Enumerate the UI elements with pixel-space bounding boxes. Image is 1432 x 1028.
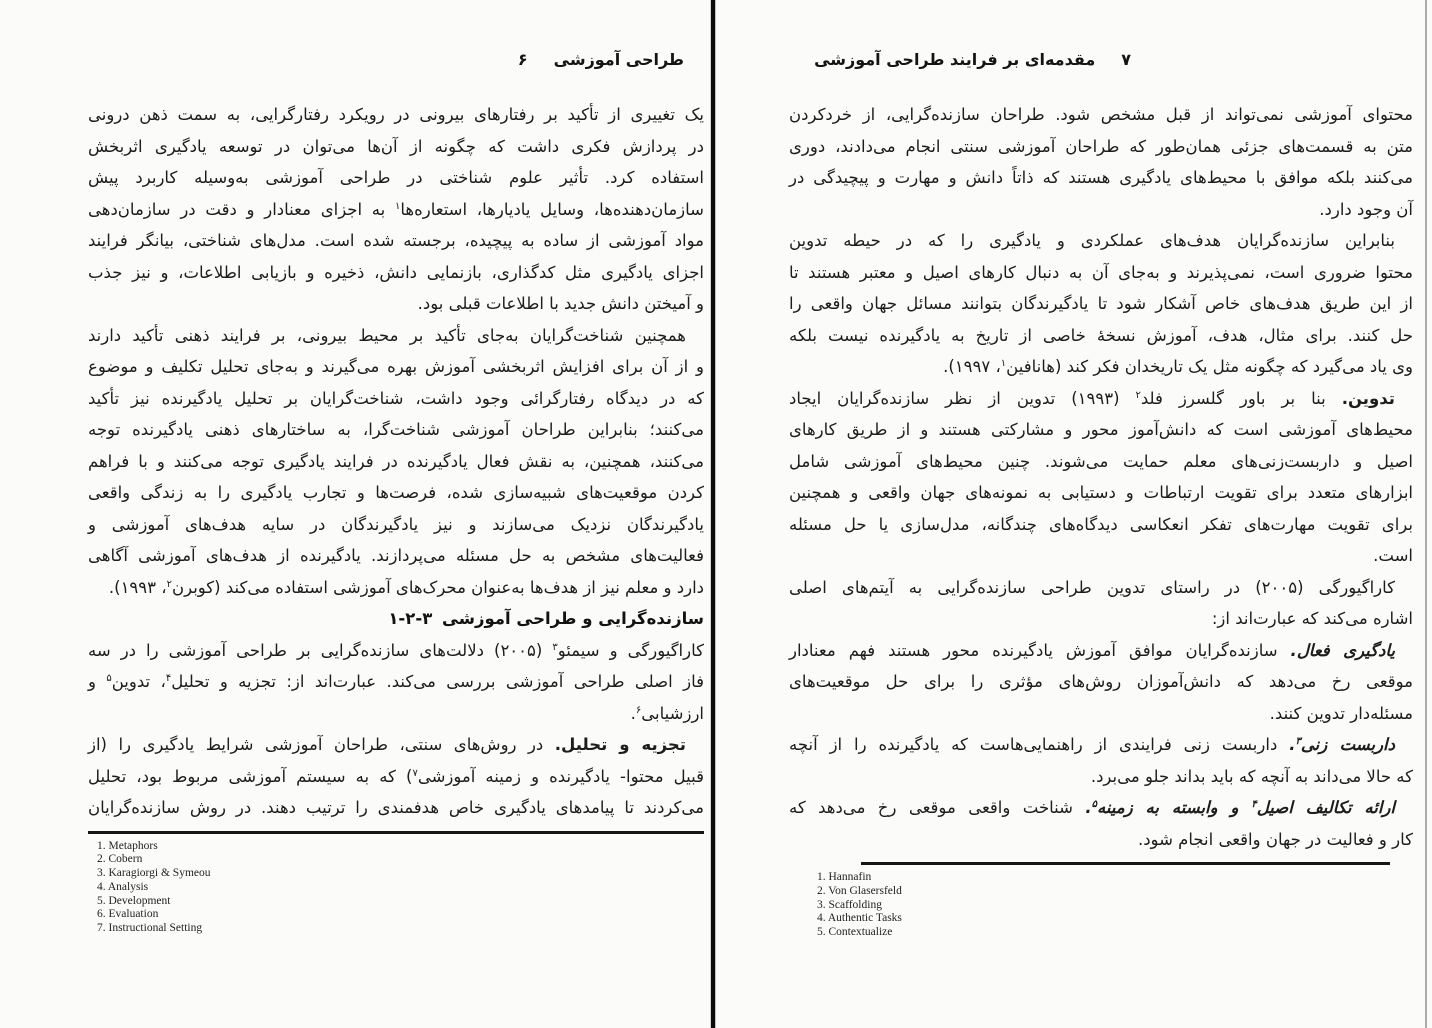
right-page-footnotes — [789, 871, 1413, 940]
text-line: سازمان‌دهنده‌ها، وسایل یادیارها، استعاره‌ها$^۱$ به اجزای معنادار و دقت در سازمان‌دهی — [88, 199, 704, 219]
text-line: محتوا ضروری است، نمی‌پذیرند و به‌جای آن به دنبال کارهای اصیل و معتبر هستند تا — [789, 262, 1413, 282]
paragraph-lead: داربست زنی$^۳$. — [1289, 735, 1395, 754]
text-line: حل کنند. برای مثال، هدف، آموزش نسخۀ خاصی از تاریخ به یادگیرنده نیست بلکه — [789, 325, 1413, 345]
footnote-marker: ۲ — [166, 578, 172, 590]
paragraph — [789, 635, 1413, 730]
footnote-marker: ۶ — [635, 704, 642, 716]
footnote-item: 3. Karagiorgi & Symeou — [97, 867, 211, 880]
footnote-item: 6. Evaluation — [97, 908, 159, 921]
text-line: است. — [1373, 546, 1413, 565]
text-line: مواد آموزشی از ساده به پیچیده، برجسته شده است. مدل‌های شناختی، بیانگر فرایند — [88, 231, 704, 250]
paragraph — [88, 729, 704, 824]
footnote-marker: ۴ — [165, 673, 172, 684]
scan-right-edge — [1425, 0, 1427, 1028]
text-line: می‌کنند بلکه موافق با محیط‌های یادگیری هستند که ذاتاً دانش و مهارت و پیچیدگی در — [789, 168, 1413, 187]
text-line: یک تغییری از تأکید بر رفتارهای بیرونی در رویکرد رفتارگرایی، به سمت ذهن درونی — [88, 105, 704, 124]
text-line: و آمیختن دانش جدید با اطلاعات قبلی بود. — [417, 294, 704, 313]
footnote-item: 5. Contextualize — [817, 926, 893, 939]
paragraph — [88, 635, 704, 730]
text-line: متن به قسمت‌های جزئی همان‌طور که طراحان آموزشی سنتی انجام می‌دادند، دوری — [789, 136, 1413, 156]
text-line: اصیل و داربست‌زنی‌های معلم حمایت می‌شوند. چنین محیط‌های آموزشی شامل — [789, 451, 1413, 471]
text-line: دارد و معلم نیز از هدف‌ها به‌عنوان محرک‌های آموزشی استفاده می‌کند (کوبرن$^۲$، ۱۹۹۳). — [108, 577, 704, 597]
page-spine-divider — [711, 0, 715, 1028]
footnote-marker: ۵ — [1091, 799, 1098, 810]
text-line: که حالا می‌داند به آنچه که باید بداند جلو می‌برد. — [1090, 766, 1413, 786]
text-line: یادگیری فعال. سازنده‌گرایان موافق آموزش یادگیرنده محور هستند فهم معنادار — [789, 640, 1395, 660]
text-line: ارزشیابی$^۶$. — [630, 703, 704, 723]
text-line: تدوین. بنا بر باور گلسرز فلد$^۲$ (۱۹۹۳) تدوین از نظر سازنده‌گرایان ایجاد — [789, 388, 1395, 408]
paragraph — [789, 572, 1413, 635]
section-heading-number: ۳-۲-۱ — [388, 609, 433, 628]
text-line: اجزای یادگیری مثل کدگذاری، بازنمایی دانش، ذخیره و بازیابی اطلاعات، و نیز جذب — [88, 262, 704, 282]
paragraph — [88, 99, 704, 320]
footnote-item: 7. Instructional Setting — [97, 922, 203, 935]
footnote-marker: ۱ — [1000, 358, 1007, 369]
text-line: کاراگیورگی (۲۰۰۵) در راستای تدوین طراحی سازنده‌گرایی به آیتم‌های اصلی — [789, 577, 1395, 597]
right-running-title: مقدمه‌ای بر فرایند طراحی آموزشی — [814, 50, 1096, 69]
paragraph-lead: یادگیری فعال. — [1290, 640, 1395, 660]
paragraph-lead: تجزیه و تحلیل. — [554, 735, 686, 754]
text-line: وی یاد می‌گیرد که چگونه مثل یک تاریخدان فکر کند (هانافین$^۱$، ۱۹۹۷). — [943, 357, 1413, 376]
footnote-item: 2. Cobern — [97, 853, 143, 866]
footnote-marker: ۱ — [394, 200, 401, 212]
text-line: موقعی رخ می‌دهد که دانش‌آموزان روش‌های مؤثری را برای حل موقعیت‌های — [789, 672, 1413, 691]
paragraph — [789, 729, 1413, 792]
left-footnote-separator — [88, 831, 704, 834]
text-line: قبیل محتوا- یادگیرنده و زمینه آموزشی$^۷$) که به سیستم آموزشی مربوط بود، تحلیل — [88, 766, 704, 786]
text-line: یادگیرندگان نزدیک می‌سازند و نیز یادگیرندگان در سایه هدف‌های آموزشی و — [88, 514, 704, 534]
text-line: برای تقویت مهارت‌های تفکر انعکاسی دیدگاه‌های چندگانه، مدل‌سازی یا حل مسئله — [789, 514, 1413, 534]
right-page-body — [789, 99, 1413, 855]
footnote-item: 4. Analysis — [97, 880, 149, 893]
paragraph — [88, 320, 704, 604]
text-line: بنابراین سازنده‌گرایان هدف‌های عملکردی و یادگیری را که در حیطه تدوین — [789, 231, 1395, 250]
text-line: داربست زنی$^۳$. داربست زنی فرایندی از راهنمایی‌هاست که یادگیرنده را از آنچه — [789, 735, 1395, 754]
text-line: از این طریق هدف‌های خاص آشکار شود تا یادگیرندگان بتوانند مسائل جهان واقعی را — [789, 294, 1413, 313]
text-line: مسئله‌دار تدوین کنند. — [1269, 703, 1413, 723]
text-line: اشاره می‌کند که عبارت‌اند از: — [1211, 609, 1413, 628]
right-footnote-separator — [861, 862, 1390, 865]
left-page-body — [88, 99, 704, 824]
text-line: محیط‌های آموزشی است که دانش‌آموز محور و مشارکتی هستند و از طریق کارهای — [789, 420, 1413, 439]
section-heading-title: سازنده‌گرایی و طراحی آموزشی — [442, 609, 704, 628]
footnote-marker: ۷ — [412, 767, 418, 779]
left-page-header — [88, 50, 704, 77]
paragraph — [789, 792, 1413, 855]
left-page-number: ۶ — [517, 50, 528, 69]
paragraph-lead: تدوین. — [1341, 388, 1395, 408]
left-page — [88, 50, 704, 936]
paragraph-lead: ارائه تکالیف اصیل$^۴$ و وابسته به زمینه$^۵$. — [1085, 798, 1395, 817]
footnote-marker: ۵ — [106, 673, 112, 684]
right-page — [789, 50, 1413, 940]
text-line: و از آن برای افزایش اثربخشی آموزش بهره می‌گیرند و به‌جای تحلیل تکلیف و موضوع — [88, 357, 704, 376]
text-line: کاراگیورگی و سیمئو$^۳$ (۲۰۰۵) دلالت‌های سازنده‌گرایی بر طراحی آموزشی را در سه — [88, 640, 704, 660]
text-line: می‌کنند؛ بنابراین طراحان آموزشی شناخت‌گرا، به ساختارهای ذهنی یادگیرنده توجه — [88, 420, 704, 439]
text-line: فاز اصلی طراحی آموزشی بررسی می‌کند. عبارت‌اند از: تجزیه و تحلیل$^۴$، تدوین$^۵$ و — [88, 672, 704, 691]
text-line: در پردازش فکری داشت که چگونه از آن‌ها می‌توان در توسعه یادگیری اثربخش — [88, 136, 704, 156]
left-page-footnotes — [88, 840, 704, 937]
text-line: فعالیت‌های مشخص به حل مسئله می‌پردازند. یادگیرنده از هدف‌های آموزشی آگاهی — [88, 546, 704, 565]
text-line: که در دیدگاه رفتارگرائی وجود داشت، شناخت‌گرایان بر تحلیل یادگیرنده نیز تأکید — [88, 388, 704, 408]
footnote-item: 5. Development — [97, 894, 171, 907]
text-line: می‌کردند تا پیامدهای یادگیری خاص هدفمندی را ترتیب دهند. در روش سازنده‌گرایان — [88, 798, 704, 817]
footnote-marker: ۳ — [1295, 736, 1301, 747]
text-line: آن وجود دارد. — [1319, 199, 1413, 219]
paragraph — [789, 225, 1413, 383]
text-line: ارائه تکالیف اصیل$^۴$ و وابسته به زمینه$^۵$. شناخت واقعی موقعی رخ می‌دهد که — [789, 798, 1395, 817]
text-line: همچنین شناخت‌گرایان به‌جای تأکید بر محیط بیرونی، بر فرایند ذهنی تأکید دارند — [88, 325, 686, 345]
footnote-item: 1. Hannafin — [817, 871, 872, 883]
footnote-item: 4. Authentic Tasks — [817, 912, 902, 925]
text-line: کردن موقعیت‌های شبیه‌سازی شده، فرصت‌ها و تجارب یادگیری را به زندگی واقعی — [88, 483, 704, 502]
footnote-marker: ۴ — [1251, 799, 1257, 810]
text-line: کار و فعالیت در جهان واقعی انجام شود. — [1137, 829, 1413, 849]
paragraph — [789, 99, 1413, 225]
text-line: تجزیه و تحلیل. در روش‌های سنتی، طراحان آموزشی شرایط یادگیری را (از — [88, 735, 686, 754]
right-page-number: ۷ — [1121, 50, 1131, 69]
footnote-item: 2. Von Glasersfeld — [817, 884, 902, 897]
text-line: می‌کنند، همچنین، به نقش فعال یادگیرنده در فرایند یادگیری توجه می‌کنند و با فراهم — [88, 451, 704, 471]
left-running-title: طراحی آموزشی — [553, 50, 684, 69]
text-line: محتوای آموزشی نمی‌تواند از قبل مشخص شود. طراحان سازنده‌گرایی، از خردکردن — [789, 105, 1413, 124]
section-heading — [88, 603, 704, 635]
text-line: ابزارهای متعدد برای تقویت ارتباطات و دستیابی به نمونه‌های جهان واقعی و همچنین — [789, 483, 1413, 502]
right-page-header — [789, 50, 1413, 77]
paragraph — [789, 383, 1413, 572]
footnote-marker: ۲ — [1135, 389, 1141, 401]
footnote-item: 3. Scaffolding — [817, 898, 882, 911]
text-line: استفاده کرد. تأثیر علوم شناختی در طراحی آموزشی به‌وسیله کاربرد پیش — [88, 168, 704, 187]
footnote-item: 1. Metaphors — [97, 839, 158, 852]
footnote-marker: ۳ — [552, 641, 558, 653]
